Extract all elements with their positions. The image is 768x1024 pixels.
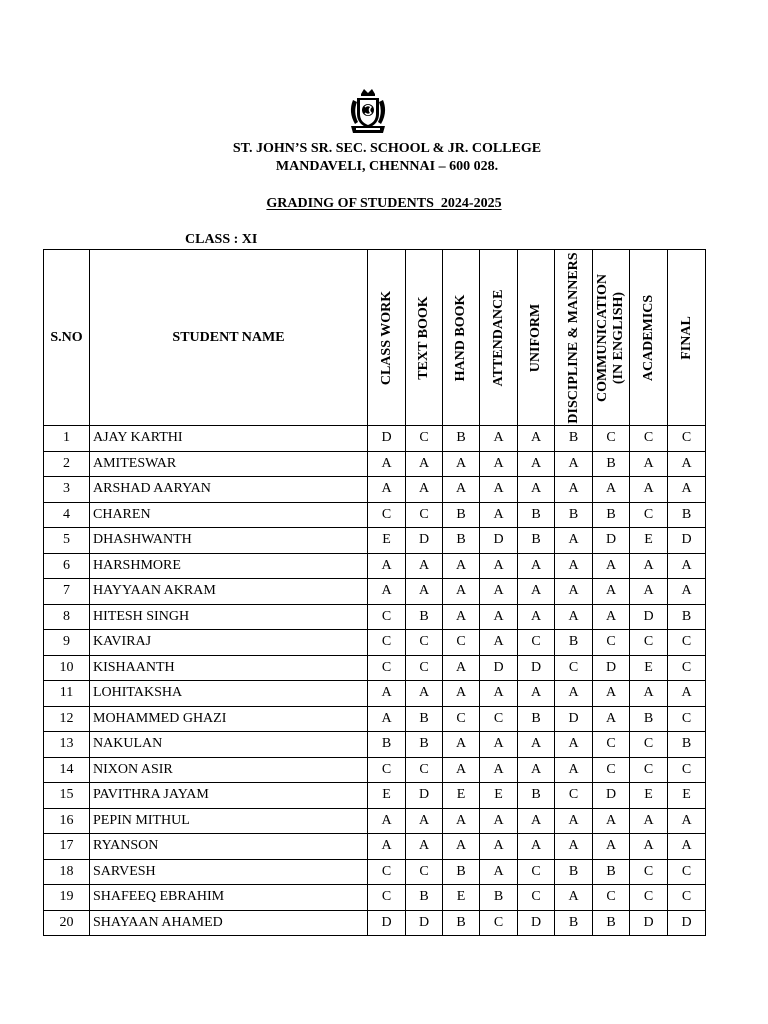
row-student-name: ARSHAD AARYAN (90, 477, 368, 503)
grade-class-work: E (368, 528, 406, 554)
row-sno: 1 (44, 426, 90, 452)
table-row (44, 502, 706, 528)
row-student-name: LOHITAKSHA (90, 681, 368, 707)
grade-final: B (668, 604, 706, 630)
grade-academics: C (630, 859, 668, 885)
grade-attendance: D (480, 528, 518, 554)
grade-uniform: B (518, 706, 555, 732)
grade-class-work: A (368, 579, 406, 605)
grade-final: A (668, 579, 706, 605)
grade-uniform: A (518, 681, 555, 707)
grade-hand-book: A (443, 681, 480, 707)
grade-text-book: C (406, 655, 443, 681)
grade-final: A (668, 451, 706, 477)
row-student-name: AJAY KARTHI (90, 426, 368, 452)
grade-text-book: B (406, 706, 443, 732)
header-communication-line-2: (IN ENGLISH) (611, 291, 626, 384)
row-student-name: MOHAMMED GHAZI (90, 706, 368, 732)
grade-final: C (668, 885, 706, 911)
grade-hand-book: B (443, 859, 480, 885)
grade-class-work: C (368, 757, 406, 783)
row-student-name: RYANSON (90, 834, 368, 860)
grade-discipline: A (555, 834, 593, 860)
table-row (44, 528, 706, 554)
grade-communication: A (593, 808, 630, 834)
header-discipline (555, 250, 593, 426)
grade-final: E (668, 783, 706, 809)
header-class-work-text: CLASS WORK (378, 290, 394, 385)
grade-communication: B (593, 502, 630, 528)
header-communication-line-1: COMMUNICATION (595, 273, 610, 402)
grade-academics: E (630, 528, 668, 554)
grade-attendance: A (480, 681, 518, 707)
header-class-work (368, 250, 406, 426)
grade-discipline: A (555, 808, 593, 834)
header-text-book (406, 250, 443, 426)
grade-final: C (668, 859, 706, 885)
header-uniform-text: UNIFORM (528, 303, 543, 372)
grade-discipline: A (555, 477, 593, 503)
table-row (44, 783, 706, 809)
grade-attendance: A (480, 630, 518, 656)
grade-attendance: A (480, 579, 518, 605)
row-sno: 19 (44, 885, 90, 911)
grades-body (44, 426, 706, 936)
table-row (44, 655, 706, 681)
school-name: ST. JOHN’S SR. SEC. SCHOOL & JR. COLLEGE (232, 141, 542, 156)
table-row (44, 604, 706, 630)
grade-academics: A (630, 808, 668, 834)
header-attendance-text: ATTENDANCE (490, 289, 506, 386)
table-row (44, 885, 706, 911)
grade-attendance: C (480, 910, 518, 936)
grade-discipline: A (555, 732, 593, 758)
grade-discipline: A (555, 451, 593, 477)
grade-communication: A (593, 553, 630, 579)
row-student-name: KAVIRAJ (90, 630, 368, 656)
grade-attendance: A (480, 732, 518, 758)
grade-final: B (668, 732, 706, 758)
row-student-name: HARSHMORE (90, 553, 368, 579)
grade-text-book: D (406, 528, 443, 554)
grade-class-work: A (368, 553, 406, 579)
grade-discipline: B (555, 910, 593, 936)
row-student-name: PEPIN MITHUL (90, 808, 368, 834)
grade-communication: A (593, 706, 630, 732)
grade-final: A (668, 681, 706, 707)
row-sno: 5 (44, 528, 90, 554)
grade-discipline: B (555, 502, 593, 528)
table-row (44, 451, 706, 477)
grade-class-work: D (368, 426, 406, 452)
grade-class-work: C (368, 630, 406, 656)
grade-hand-book: B (443, 502, 480, 528)
grade-hand-book: A (443, 757, 480, 783)
grade-academics: D (630, 604, 668, 630)
grade-hand-book: A (443, 451, 480, 477)
header-academics-text: ACADEMICS (640, 294, 656, 381)
grade-academics: A (630, 451, 668, 477)
grade-text-book: D (406, 783, 443, 809)
grade-academics: A (630, 477, 668, 503)
grade-hand-book: A (443, 808, 480, 834)
row-student-name: HAYYAAN AKRAM (90, 579, 368, 605)
grade-academics: A (630, 553, 668, 579)
row-student-name: AMITESWAR (90, 451, 368, 477)
grade-text-book: A (406, 451, 443, 477)
row-sno: 2 (44, 451, 90, 477)
grade-attendance: A (480, 426, 518, 452)
grade-uniform: B (518, 528, 555, 554)
grade-communication: B (593, 859, 630, 885)
grade-hand-book: E (443, 783, 480, 809)
grade-final: A (668, 477, 706, 503)
grade-uniform: A (518, 834, 555, 860)
row-student-name: PAVITHRA JAYAM (90, 783, 368, 809)
grade-text-book: C (406, 859, 443, 885)
grade-uniform: D (518, 655, 555, 681)
grade-final: C (668, 630, 706, 656)
row-sno: 14 (44, 757, 90, 783)
grade-final: C (668, 426, 706, 452)
grade-communication: A (593, 477, 630, 503)
grade-class-work: C (368, 502, 406, 528)
grade-academics: C (630, 885, 668, 911)
grade-attendance: A (480, 834, 518, 860)
grade-text-book: C (406, 502, 443, 528)
grade-uniform: A (518, 757, 555, 783)
grade-text-book: A (406, 553, 443, 579)
grade-class-work: C (368, 859, 406, 885)
row-sno: 12 (44, 706, 90, 732)
grade-uniform: A (518, 553, 555, 579)
table-row (44, 630, 706, 656)
grade-communication: D (593, 655, 630, 681)
class-label: CLASS : XI (185, 232, 258, 247)
header-student-name: STUDENT NAME (90, 250, 368, 426)
grade-uniform: B (518, 502, 555, 528)
grade-final: A (668, 553, 706, 579)
grade-communication: D (593, 783, 630, 809)
grade-class-work: A (368, 681, 406, 707)
table-row (44, 553, 706, 579)
grade-discipline: A (555, 579, 593, 605)
grade-hand-book: C (443, 630, 480, 656)
grade-attendance: D (480, 655, 518, 681)
row-student-name: NIXON ASIR (90, 757, 368, 783)
table-row (44, 910, 706, 936)
grade-final: D (668, 910, 706, 936)
header-uniform (518, 250, 555, 426)
grade-communication: C (593, 757, 630, 783)
row-sno: 10 (44, 655, 90, 681)
table-row (44, 681, 706, 707)
table-row (44, 808, 706, 834)
grade-uniform: A (518, 808, 555, 834)
grade-attendance: A (480, 757, 518, 783)
school-crest-icon (343, 86, 393, 136)
table-row (44, 579, 706, 605)
grade-text-book: A (406, 808, 443, 834)
grade-communication: A (593, 604, 630, 630)
grade-class-work: D (368, 910, 406, 936)
grade-text-book: C (406, 757, 443, 783)
grade-attendance: A (480, 477, 518, 503)
header-hand-book (443, 250, 480, 426)
grade-uniform: A (518, 426, 555, 452)
grade-uniform: C (518, 859, 555, 885)
grade-class-work: A (368, 808, 406, 834)
row-sno: 20 (44, 910, 90, 936)
row-student-name: NAKULAN (90, 732, 368, 758)
grade-academics: C (630, 426, 668, 452)
grade-discipline: A (555, 528, 593, 554)
grade-academics: E (630, 655, 668, 681)
grade-uniform: B (518, 783, 555, 809)
grade-hand-book: E (443, 885, 480, 911)
grade-discipline: A (555, 885, 593, 911)
header-communication-text (595, 253, 627, 423)
grade-academics: C (630, 630, 668, 656)
header-communication (593, 250, 630, 426)
table-row (44, 426, 706, 452)
header-text-book-text: TEXT BOOK (416, 295, 431, 380)
grade-final: A (668, 808, 706, 834)
row-sno: 16 (44, 808, 90, 834)
grade-text-book: A (406, 681, 443, 707)
row-sno: 7 (44, 579, 90, 605)
row-sno: 13 (44, 732, 90, 758)
grade-final: C (668, 757, 706, 783)
grade-attendance: B (480, 885, 518, 911)
grade-discipline: C (555, 783, 593, 809)
grade-text-book: D (406, 910, 443, 936)
row-sno: 15 (44, 783, 90, 809)
grade-communication: C (593, 732, 630, 758)
grade-hand-book: A (443, 655, 480, 681)
grades-table (43, 249, 706, 936)
row-sno: 18 (44, 859, 90, 885)
grade-discipline: C (555, 655, 593, 681)
header-hand-book-text: HAND BOOK (453, 294, 468, 381)
table-row (44, 834, 706, 860)
grade-discipline: B (555, 426, 593, 452)
row-sno: 3 (44, 477, 90, 503)
grade-uniform: C (518, 630, 555, 656)
grade-text-book: C (406, 630, 443, 656)
grade-attendance: A (480, 808, 518, 834)
grade-discipline: B (555, 630, 593, 656)
grade-hand-book: A (443, 553, 480, 579)
row-student-name: HITESH SINGH (90, 604, 368, 630)
grade-text-book: A (406, 579, 443, 605)
header-academics (630, 250, 668, 426)
row-sno: 9 (44, 630, 90, 656)
school-address: MANDAVELI, CHENNAI – 600 028. (275, 159, 499, 174)
grade-communication: B (593, 451, 630, 477)
grade-text-book: B (406, 604, 443, 630)
grade-hand-book: A (443, 579, 480, 605)
row-student-name: CHAREN (90, 502, 368, 528)
grade-attendance: A (480, 451, 518, 477)
grade-hand-book: B (443, 528, 480, 554)
grade-academics: C (630, 502, 668, 528)
row-student-name: SHAYAAN AHAMED (90, 910, 368, 936)
grade-final: C (668, 706, 706, 732)
grade-text-book: C (406, 426, 443, 452)
grade-final: B (668, 502, 706, 528)
grade-uniform: D (518, 910, 555, 936)
row-sno: 8 (44, 604, 90, 630)
grade-attendance: A (480, 859, 518, 885)
grade-discipline: D (555, 706, 593, 732)
grade-final: D (668, 528, 706, 554)
grade-discipline: A (555, 681, 593, 707)
grade-communication: A (593, 681, 630, 707)
grade-uniform: C (518, 885, 555, 911)
grade-uniform: A (518, 451, 555, 477)
grade-uniform: A (518, 477, 555, 503)
grade-text-book: B (406, 885, 443, 911)
grade-hand-book: C (443, 706, 480, 732)
grade-class-work: A (368, 834, 406, 860)
row-student-name: KISHAANTH (90, 655, 368, 681)
table-row (44, 757, 706, 783)
grade-discipline: A (555, 604, 593, 630)
row-sno: 4 (44, 502, 90, 528)
grade-discipline: A (555, 553, 593, 579)
grade-class-work: C (368, 885, 406, 911)
row-sno: 6 (44, 553, 90, 579)
table-row (44, 859, 706, 885)
row-student-name: SHAFEEQ EBRAHIM (90, 885, 368, 911)
grade-academics: D (630, 910, 668, 936)
grade-communication: B (593, 910, 630, 936)
grade-attendance: A (480, 502, 518, 528)
row-student-name: DHASHWANTH (90, 528, 368, 554)
grade-uniform: A (518, 604, 555, 630)
grade-class-work: E (368, 783, 406, 809)
header-row (44, 250, 706, 426)
grade-communication: D (593, 528, 630, 554)
grade-academics: C (630, 757, 668, 783)
grade-hand-book: A (443, 477, 480, 503)
grade-hand-book: A (443, 834, 480, 860)
grade-hand-book: A (443, 604, 480, 630)
table-row (44, 706, 706, 732)
grade-class-work: C (368, 604, 406, 630)
grade-text-book: A (406, 477, 443, 503)
grade-class-work: A (368, 706, 406, 732)
grade-text-book: A (406, 834, 443, 860)
grading-title-text: GRADING OF STUDENTS 2024-2025 (266, 196, 502, 211)
grade-academics: C (630, 732, 668, 758)
grade-communication: C (593, 426, 630, 452)
grade-academics: A (630, 834, 668, 860)
header-final (668, 250, 706, 426)
grade-discipline: A (555, 757, 593, 783)
grade-attendance: C (480, 706, 518, 732)
grade-attendance: E (480, 783, 518, 809)
school-header (0, 140, 768, 176)
grade-text-book: B (406, 732, 443, 758)
grade-class-work: A (368, 477, 406, 503)
table-row (44, 732, 706, 758)
header-attendance (480, 250, 518, 426)
grade-communication: A (593, 579, 630, 605)
header-final-text: FINAL (678, 315, 694, 360)
table-row (44, 477, 706, 503)
grade-academics: A (630, 681, 668, 707)
header-sno: S.NO (44, 250, 90, 426)
grade-attendance: A (480, 553, 518, 579)
grade-discipline: B (555, 859, 593, 885)
grade-class-work: A (368, 451, 406, 477)
grade-academics: E (630, 783, 668, 809)
header-discipline-text: DISCIPLINE & MANNERS (565, 251, 581, 424)
grade-hand-book: A (443, 732, 480, 758)
grade-final: C (668, 655, 706, 681)
grade-academics: A (630, 579, 668, 605)
row-sno: 11 (44, 681, 90, 707)
grade-attendance: A (480, 604, 518, 630)
grade-class-work: C (368, 655, 406, 681)
grade-communication: C (593, 885, 630, 911)
grade-uniform: A (518, 579, 555, 605)
grade-hand-book: B (443, 910, 480, 936)
grade-final: A (668, 834, 706, 860)
grade-academics: B (630, 706, 668, 732)
grade-communication: C (593, 630, 630, 656)
grade-uniform: A (518, 732, 555, 758)
page-title (0, 196, 768, 212)
grade-communication: A (593, 834, 630, 860)
grade-class-work: B (368, 732, 406, 758)
row-student-name: SARVESH (90, 859, 368, 885)
row-sno: 17 (44, 834, 90, 860)
grade-hand-book: B (443, 426, 480, 452)
